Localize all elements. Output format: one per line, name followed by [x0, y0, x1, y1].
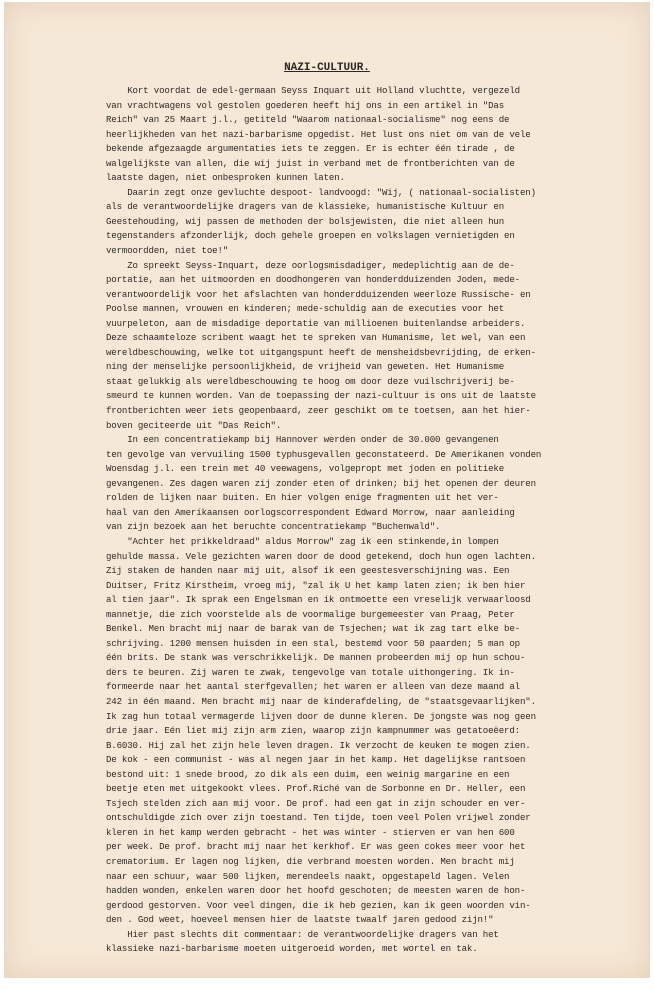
text-line: staat gelukkig als wereldbeschouwing te hoog om door deze vuilschrijverij be- — [106, 375, 515, 387]
text-line: klassieke nazi-barbarisme moeten uitgeroeid worden, met wortel en tak. — [106, 943, 478, 955]
text-line: één brits. De stank was verschrikkelijk. De mannen probeerden mij op hun schou- — [106, 652, 526, 664]
text-line: heerlijkheden van het nazi-barbarisme opgedist. Het lust ons niet om van de vele — [106, 128, 531, 140]
text-line: Tsjech stelden zich aan mij voor. De prof. had een gat in zijn schouder en ver- — [106, 797, 526, 809]
text-line: wereldbeschouwing, welke tot uitgangspunt heeft de mensheidsbevrijding, de erken- — [106, 346, 536, 358]
text-line: ontschuldigde zich over zijn toestand. Ten tijde, toen veel Polen vrijwel zonder — [106, 812, 531, 824]
text-line: Benkel. Men bracht mij naar de barak van de Tsjechen; wat ik zag tart elke be- — [106, 623, 520, 635]
text-line: als de verantwoordelijke dragers van de klassieke, humanistische Kultuur en — [106, 201, 505, 213]
text-line: Woensdag j.l. een trein met 40 veewagens, volgepropt met joden en politieke — [106, 463, 505, 475]
text-line: vermoordden, niet toe!" — [106, 245, 229, 257]
text-line: drie jaar. Eén liet mij zijn arm zien, waarop zijn kampnummer was getatoeëerd: — [106, 725, 520, 737]
text-line: ning der menselijke persoonlijkheid, de vrijheid van geweten. Het Humanisme — [106, 361, 505, 373]
text-line: Geestehouding, wij passen de methoden der bolsjewisten, die niet alleen hun — [106, 215, 505, 227]
text-line: mannetje, die zich voorstelde als de voormalige burgemeester van Praag, Peter — [106, 608, 515, 620]
text-line: crematorium. Er lagen nog lijken, die verbrand moesten worden. Men bracht mij — [106, 855, 515, 867]
text-line: Reich" van 25 Maart j.l., getiteld "Waarom nationaal-socialisme" nog eens de — [106, 114, 510, 126]
text-line: Kort voordat de edel-germaan Seyss Inquart uit Holland vluchtte, vergezeld — [106, 85, 520, 96]
text-line: verantwoordelijk voor het afslachten van honderdduizenden weerloze Russische- en — [106, 288, 531, 300]
text-line: ders te beuren. Zij waren te zwak, tengevolge van totale uithongering. Ik in- — [106, 666, 515, 678]
text-line: hadden wonden, enkelen waren door het hoofd geschoten; de meesten waren de hon- — [106, 885, 526, 897]
text-line: B.6030. Hij zal het zijn hele leven dragen. Ik verzocht de keuken te mogen zien. — [106, 739, 531, 751]
text-line: Daarin zegt onze gevluchte despoot- landvoogd: "Wij, ( nationaal-socialisten) — [106, 186, 536, 198]
text-line: den . God weet, hoeveel mensen hier de laatste twaalf jaren gedood zijn!" — [106, 914, 494, 926]
text-line: naar een schuur, waar 500 lijken, merendeels naakt, opgestapeld lagen. Velen — [106, 870, 510, 882]
text-line: al tien jaar". Ik sprak een Engelsman en ik ontmoette een vreselijk verwaarloosd — [106, 594, 531, 606]
text-line: Zo spreekt Seyss-Inquart, deze oorlogsmisdadiger, medeplichtig aan de de- — [106, 259, 515, 271]
text-line: kleren in het kamp werden gebracht - het was winter - stierven er van hen 600 — [106, 826, 515, 838]
text-line: Deze schaamteloze scribent waagt het te spreken van Humanisme, let wel, van een — [106, 332, 526, 344]
text-line: Poolse mannen, vrouwen en kinderen; mede-schuldig aan de executies voor het — [106, 303, 505, 315]
text-line: vuurpeleton, aan de misdadige deportatie van millioenen buitenlandse arbeiders. — [106, 317, 526, 329]
text-line: per week. De prof. bracht mij naar het kerkhof. Er was geen cokes meer voor het — [106, 841, 526, 853]
text-line: "Achter het prikkeldraad" aldus Morrow" zag ik een stinkende,in lompen — [106, 535, 499, 547]
text-line: beetje eten met uitgekookt vlees. Prof.Riché van de Sorbonne en Dr. Heller, een — [106, 783, 526, 795]
text-line: formeerde naar het aantal sterfgevallen; het waren er alleen van deze maand al — [106, 681, 520, 693]
typed-document-page — [4, 2, 650, 978]
document-title: NAZI-CULTUUR. — [284, 62, 370, 74]
text-line: De kok - een communist - was al negen jaar in het kamp. Het dagelijkse rantsoen — [106, 754, 526, 766]
text-line: bekende afgezaagde argumentaties iets te zeggen. Er is echter één tirade , de — [106, 143, 515, 155]
text-line: Zij staken de handen naar mij uit, alsof ik een geestesverschijning was. Een — [106, 565, 510, 577]
text-line: walgelijkste van allen, die wij juist in verband met de frontberichten van de — [106, 157, 515, 169]
text-line: ten gevolge van vervuiling 1500 typhusgevallen geconstateerd. De Amerikanen vonden — [106, 448, 542, 460]
text-line: gehulde massa. Vele gezichten waren door de dood getekend, doch hun ogen lachten. — [106, 550, 536, 562]
text-line: In een concentratiekamp bij Hannover werden onder de 30.000 gevangenen — [106, 434, 499, 446]
text-line: van vrachtwagens vol gestolen goederen heeft hij ons in een artikel in "Das — [106, 99, 505, 111]
text-line: van zijn bezoek aan het beruchte concentratiekamp "Buchenwald". — [106, 521, 441, 533]
text-line: gerdood gestorven. Voor veel dingen, die ik heb gezien, kan ik geen woorden vin- — [106, 899, 531, 911]
text-line: smeurd te kunnen worden. Van de toepassing der nazi-cultuur is ons uit de laatste — [106, 390, 536, 402]
text-line: schrijving. 1200 mensen huisden in een stal, bestemd voor 50 paarden; 5 man op — [106, 637, 520, 649]
text-line: tegenstanders afzonderlijk, doch gehele groepen en volkslagen vernietigden en — [106, 230, 515, 242]
text-line: portatie, aan het uitmoorden en doodhongeren van honderdduizenden Joden, mede- — [106, 274, 520, 286]
text-line: rolden de lijken naar buiten. En hier volgen enige fragmenten uit het ver- — [106, 492, 499, 504]
text-line: bestond uit: 1 snede brood, zo dik als een duim, een weinig margarine en een — [106, 768, 510, 780]
text-line: frontberichten weer iets geopenbaard, zeer geschikt om te toetsen, aan het hier- — [106, 405, 531, 417]
text-line: haal van den Amerikaansen oorlogscorrespondent Edward Morrow, naar aanleiding — [106, 506, 515, 518]
text-line: 242 in één maand. Men bracht mij naar de kinderafdeling, de "staatsgevaarlijken". — [106, 695, 536, 707]
document-body — [106, 84, 616, 957]
text-line: gevangenen. Zes dagen waren zij zonder eten of drinken; bij het openen der deuren — [106, 477, 536, 489]
text-line: Hier past slechts dit commentaar: de verantwoordelijke dragers van het — [106, 928, 499, 940]
text-line: laatste dagen, niet onbesproken kunnen laten. — [106, 172, 345, 184]
text-line: boven geciteerde uit "Das Reich". — [106, 419, 282, 431]
text-line: Duitser, Fritz Kirstheim, vroeg mij, "zal ik U het kamp laten zien; ik ben hier — [106, 579, 526, 591]
text-line: Ik zag hun totaal vermagerde lijven door de dunne kleren. De jongste was nog geen — [106, 710, 536, 722]
